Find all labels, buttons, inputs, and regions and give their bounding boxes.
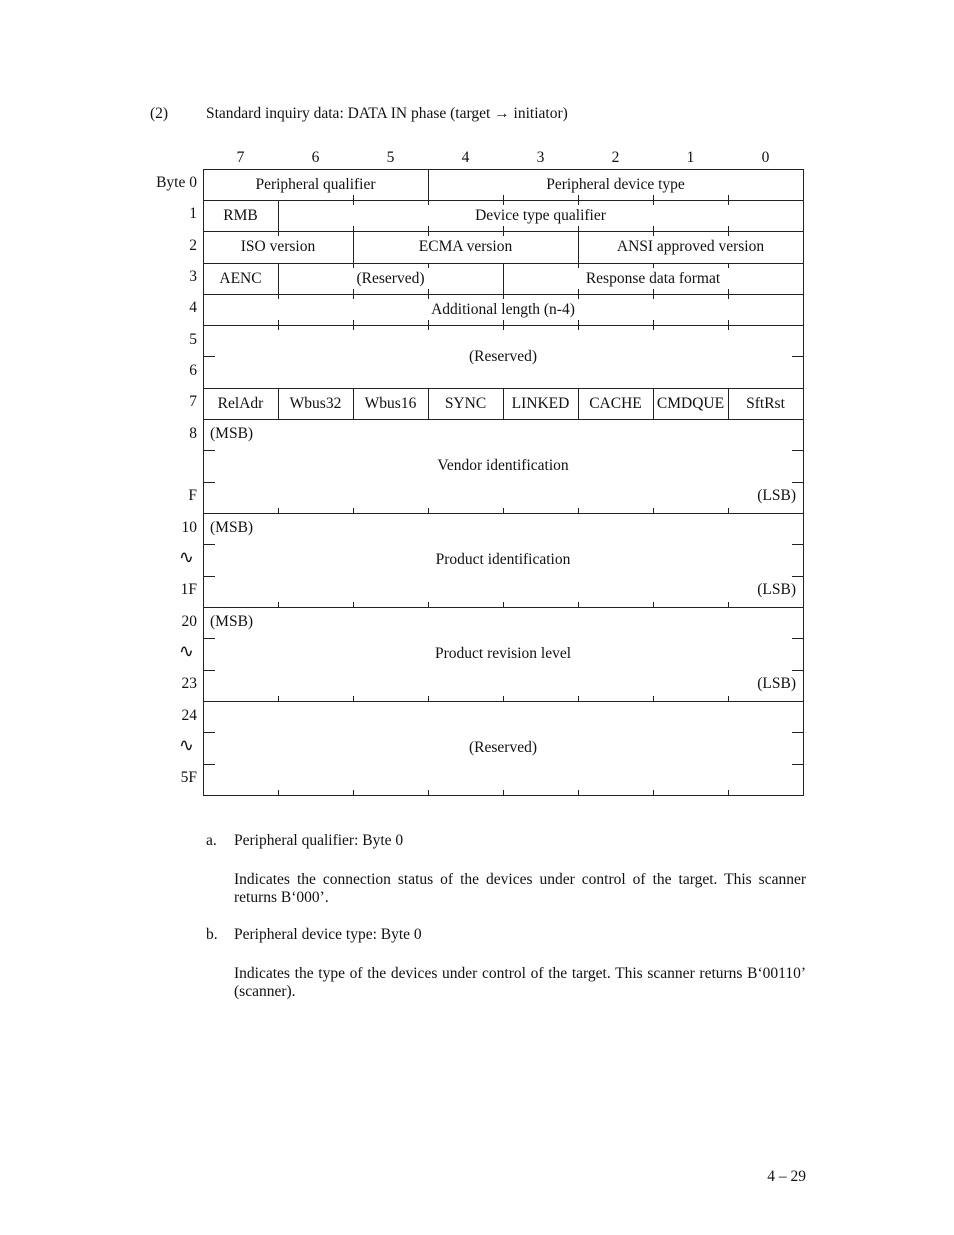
bit-number-3: 3 bbox=[536, 149, 545, 166]
field-label: Vendor identification bbox=[437, 457, 569, 474]
byte-label-6: 6 bbox=[189, 362, 197, 379]
byte-label-10: 10 bbox=[181, 519, 197, 536]
field-additional-length bbox=[203, 294, 803, 325]
field-ecma-version bbox=[353, 231, 578, 263]
byte-label-1: 1 bbox=[189, 205, 197, 222]
field-label: CACHE bbox=[589, 394, 642, 412]
field-label: Product revision level bbox=[434, 645, 572, 662]
field-label: (Reserved) bbox=[469, 347, 537, 365]
field-response-data-format bbox=[503, 263, 803, 294]
field-device-type-qualifier bbox=[278, 200, 803, 231]
field-label: RMB bbox=[223, 206, 258, 224]
bit-number-7: 7 bbox=[236, 149, 245, 166]
byte-label-24: 24 bbox=[181, 707, 197, 724]
field-label: Product identification bbox=[435, 551, 571, 568]
range-tilde-icon: ∿ bbox=[178, 547, 194, 567]
field-label: (Reserved) bbox=[469, 739, 537, 756]
field-wbus16 bbox=[353, 388, 428, 419]
field-label: ECMA version bbox=[418, 238, 513, 255]
field-aenc bbox=[203, 263, 278, 294]
item-body: Indicates the connection status of the devices under control of the target. This scanner returns B‘000’. bbox=[234, 871, 806, 906]
item-title: Peripheral device type: Byte 0 bbox=[234, 926, 422, 943]
bit-number-1: 1 bbox=[686, 149, 695, 166]
field-label: Peripheral qualifier bbox=[255, 175, 376, 193]
byte-label-23: 23 bbox=[181, 675, 197, 692]
lsb-marker: (LSB) bbox=[757, 487, 796, 504]
bit-number-0: 0 bbox=[761, 149, 770, 166]
field-label: SftRst bbox=[746, 394, 785, 412]
page-number: 4 – 29 bbox=[767, 1168, 806, 1185]
lsb-marker: (LSB) bbox=[757, 675, 796, 692]
field-peripheral-device-type bbox=[428, 169, 803, 200]
range-tilde-icon: ∿ bbox=[178, 735, 194, 755]
byte-label-20: 20 bbox=[181, 613, 197, 630]
field-product-revision-level bbox=[203, 607, 803, 701]
field-label: Wbus32 bbox=[289, 394, 342, 412]
section-title: Standard inquiry data: DATA IN phase (target → initiator) bbox=[206, 105, 568, 122]
item-letter: a. bbox=[206, 832, 217, 849]
field-reserved-byte3 bbox=[278, 263, 503, 294]
field-label: SYNC bbox=[444, 394, 487, 412]
byte-label-7: 7 bbox=[189, 393, 197, 410]
field-product-identification bbox=[203, 513, 803, 607]
field-cache bbox=[578, 388, 653, 419]
field-label: ISO version bbox=[240, 238, 316, 255]
byte-label-5f: 5F bbox=[180, 769, 197, 786]
range-tilde-icon: ∿ bbox=[178, 641, 194, 661]
byte-label-5: 5 bbox=[189, 331, 197, 348]
field-linked bbox=[503, 388, 578, 419]
field-ansi-version bbox=[578, 231, 803, 263]
field-label: (Reserved) bbox=[356, 269, 425, 287]
field-sync bbox=[428, 388, 503, 419]
byte-label-0: Byte 0 bbox=[156, 174, 197, 191]
field-iso-version bbox=[203, 231, 353, 263]
byte-label-2: 2 bbox=[189, 237, 197, 254]
table-bottom-border bbox=[203, 795, 804, 796]
item-body: Indicates the type of the devices under control of the target. This scanner returns B‘00110’ (scanner). bbox=[234, 965, 806, 1000]
field-label: Response data format bbox=[585, 269, 721, 287]
field-reladr bbox=[203, 388, 278, 419]
field-reserved-byte5-6 bbox=[203, 325, 803, 388]
bit-number-6: 6 bbox=[311, 149, 320, 166]
lsb-marker: (LSB) bbox=[757, 581, 796, 598]
bit-number-5: 5 bbox=[386, 149, 395, 166]
byte-label-f: F bbox=[188, 487, 197, 504]
msb-marker: (MSB) bbox=[210, 425, 254, 442]
field-label: Wbus16 bbox=[364, 394, 417, 412]
field-label: ANSI approved version bbox=[616, 238, 765, 255]
field-wbus32 bbox=[278, 388, 353, 419]
bit-number-2: 2 bbox=[611, 149, 620, 166]
field-vendor-identification bbox=[203, 419, 803, 513]
field-label: LINKED bbox=[511, 394, 570, 412]
field-label: CMDQUE bbox=[656, 394, 725, 412]
field-label: RelAdr bbox=[217, 394, 264, 412]
field-label: Device type qualifier bbox=[475, 206, 606, 224]
field-rmb bbox=[203, 200, 278, 231]
msb-marker: (MSB) bbox=[210, 519, 254, 536]
msb-marker: (MSB) bbox=[210, 613, 254, 630]
byte-label-8: 8 bbox=[189, 425, 197, 442]
item-title: Peripheral qualifier: Byte 0 bbox=[234, 832, 404, 849]
field-label: Additional length (n-4) bbox=[431, 300, 575, 318]
byte-label-1f: 1F bbox=[180, 581, 197, 598]
item-letter: b. bbox=[206, 926, 218, 943]
field-reserved-byte24-5f bbox=[203, 701, 803, 795]
field-label: Peripheral device type bbox=[546, 175, 685, 193]
field-sftrst bbox=[728, 388, 803, 419]
byte-label-3: 3 bbox=[189, 268, 197, 285]
field-peripheral-qualifier bbox=[203, 169, 428, 200]
section-number: (2) bbox=[150, 105, 169, 122]
field-cmdque bbox=[653, 388, 728, 419]
field-label: AENC bbox=[219, 269, 262, 287]
bit-number-4: 4 bbox=[461, 149, 470, 166]
byte-label-4: 4 bbox=[189, 299, 197, 316]
